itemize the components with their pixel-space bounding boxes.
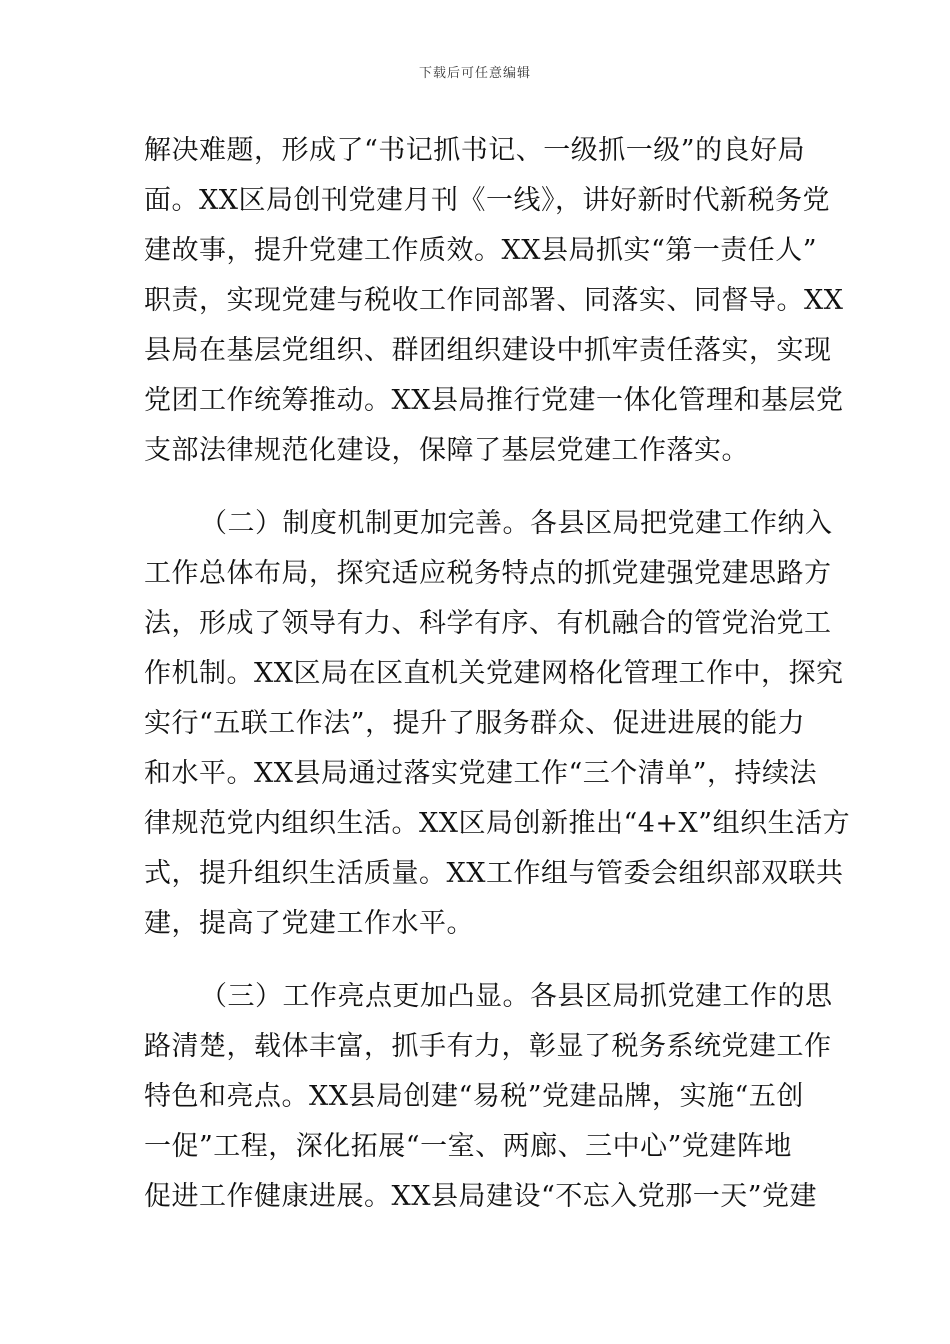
header-note: 下载后可任意编辑 bbox=[418, 66, 531, 81]
text-line: 党团工作统筹推动。XX县局推行党建一体化管理和基层党 bbox=[144, 385, 844, 416]
text-line: 职责，实现党建与税收工作同部署、同落实、同督导。XX bbox=[144, 285, 844, 316]
text-line: 面。XX区局创刊党建月刊《一线》，讲好新时代新税务党 bbox=[144, 185, 830, 216]
text-line: 建故事，提升党建工作质效。XX县局抓实“第一责任人” bbox=[144, 235, 818, 266]
text-line: 式，提升组织生活质量。XX工作组与管委会组织部双联共 bbox=[144, 858, 844, 889]
paragraph-gap bbox=[144, 949, 812, 972]
paragraph-1 bbox=[144, 126, 844, 476]
text-line: 作机制。XX区局在区直机关党建网格化管理工作中，探究 bbox=[144, 658, 844, 689]
text-line: 建，提高了党建工作水平。 bbox=[144, 908, 474, 939]
text-line: 一促”工程，深化拓展“一室、两廊、三中心”党建阵地 bbox=[144, 1131, 792, 1162]
text-line: （三）工作亮点更加凸显。各县区局抓党建工作的思 bbox=[200, 981, 833, 1012]
paragraph-gap bbox=[144, 476, 812, 499]
paragraph-3 bbox=[144, 972, 833, 1222]
text-line: 路清楚，载体丰富，抓手有力，彰显了税务系统党建工作 bbox=[144, 1031, 832, 1062]
text-line: 实行“五联工作法”，提升了服务群众、促进进展的能力 bbox=[144, 708, 806, 739]
text-line: 和水平。XX县局通过落实党建工作“三个清单”，持续法 bbox=[144, 758, 818, 789]
body-text bbox=[144, 126, 851, 1222]
text-line: （二）制度机制更加完善。各县区局把党建工作纳入 bbox=[200, 508, 833, 539]
text-line: 工作总体布局，探究适应税务特点的抓党建强党建思路方 bbox=[144, 558, 832, 589]
text-line: 支部法律规范化建设，保障了基层党建工作落实。 bbox=[144, 435, 749, 466]
text-line: 律规范党内组织生活。XX区局创新推出“4+X”组织生活方 bbox=[144, 808, 851, 839]
text-line: 特色和亮点。XX县局创建“易税”党建品牌，实施“五创 bbox=[144, 1081, 804, 1112]
text-line: 县局在基层党组织、群团组织建设中抓牢责任落实，实现 bbox=[144, 335, 832, 366]
text-line: 促进工作健康进展。XX县局建设“不忘入党那一天”党建 bbox=[144, 1181, 818, 1212]
text-line: 法，形成了领导有力、科学有序、有机融合的管党治党工 bbox=[144, 608, 832, 639]
paragraph-2 bbox=[144, 499, 851, 949]
text-line: 解决难题，形成了“书记抓书记、一级抓一级”的良好局 bbox=[144, 135, 806, 166]
